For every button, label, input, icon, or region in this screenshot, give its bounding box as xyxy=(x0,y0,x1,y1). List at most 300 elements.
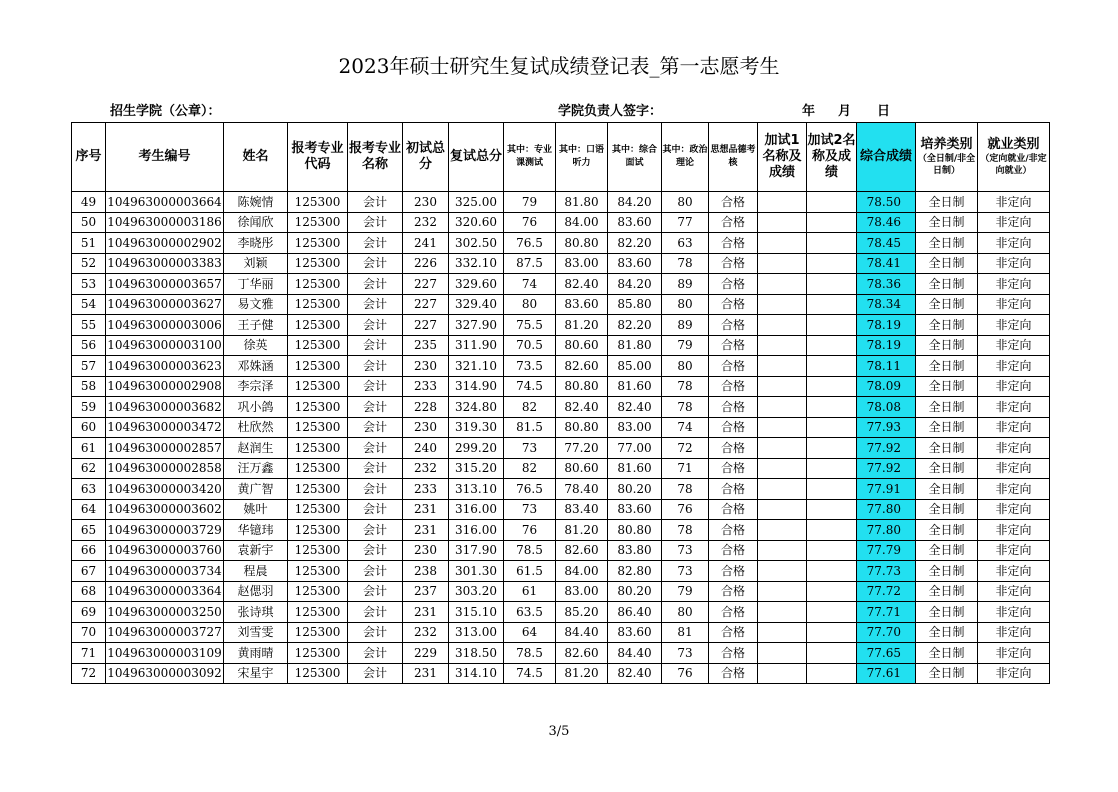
cell-exam-id: 104963000003602 xyxy=(106,499,224,520)
cell-composite: 78.19 xyxy=(857,315,916,336)
cell-retest-total: 318.50 xyxy=(449,643,504,664)
cell-retest-total: 315.20 xyxy=(449,458,504,479)
cell-interview: 80.20 xyxy=(608,581,662,602)
table-row xyxy=(72,397,1050,418)
cell-extra1 xyxy=(758,335,807,356)
cell-exam-id: 104963000003100 xyxy=(106,335,224,356)
cell-politics: 81 xyxy=(662,622,709,643)
cell-extra2 xyxy=(807,643,857,664)
cell-major-name: 会计 xyxy=(348,622,403,643)
cell-major-name: 会计 xyxy=(348,458,403,479)
cell-seq: 67 xyxy=(72,561,106,582)
cell-major-code: 125300 xyxy=(288,499,348,520)
college-seal-label: 招生学院（公章）： xyxy=(110,104,221,119)
cell-politics: 78 xyxy=(662,376,709,397)
cell-prelim-total: 226 xyxy=(403,253,449,274)
cell-politics: 78 xyxy=(662,397,709,418)
cell-name: 王子健 xyxy=(224,315,288,336)
cell-composite: 78.19 xyxy=(857,335,916,356)
cell-retest-total: 329.40 xyxy=(449,294,504,315)
cell-retest-total: 317.90 xyxy=(449,540,504,561)
cell-professional-test: 76 xyxy=(504,212,556,233)
cell-employment-type: 非定向 xyxy=(978,294,1050,315)
cell-prelim-total: 232 xyxy=(403,212,449,233)
cell-employment-type: 非定向 xyxy=(978,458,1050,479)
header-oral-listening: 其中：口语听力 xyxy=(556,123,608,192)
cell-professional-test: 63.5 xyxy=(504,602,556,623)
cell-retest-total: 327.90 xyxy=(449,315,504,336)
cell-politics: 72 xyxy=(662,438,709,459)
cell-interview: 82.40 xyxy=(608,397,662,418)
score-table xyxy=(71,122,1050,684)
cell-major-name: 会计 xyxy=(348,602,403,623)
cell-seq: 63 xyxy=(72,479,106,500)
table-row xyxy=(72,212,1050,233)
cell-extra2 xyxy=(807,479,857,500)
cell-prelim-total: 231 xyxy=(403,499,449,520)
cell-composite: 77.65 xyxy=(857,643,916,664)
cell-employment-type: 非定向 xyxy=(978,212,1050,233)
cell-moral-check: 合格 xyxy=(709,458,758,479)
cell-composite: 78.41 xyxy=(857,253,916,274)
cell-politics: 78 xyxy=(662,479,709,500)
cell-major-name: 会计 xyxy=(348,233,403,254)
cell-composite: 77.92 xyxy=(857,438,916,459)
cell-major-name: 会计 xyxy=(348,253,403,274)
table-row xyxy=(72,602,1050,623)
cell-extra1 xyxy=(758,458,807,479)
table-row xyxy=(72,315,1050,336)
cell-oral-listening: 78.40 xyxy=(556,479,608,500)
cell-interview: 85.00 xyxy=(608,356,662,377)
cell-extra2 xyxy=(807,520,857,541)
cell-name: 袁新宇 xyxy=(224,540,288,561)
cell-training-type: 全日制 xyxy=(916,233,978,254)
cell-politics: 89 xyxy=(662,315,709,336)
cell-seq: 59 xyxy=(72,397,106,418)
cell-extra1 xyxy=(758,663,807,684)
cell-extra2 xyxy=(807,438,857,459)
cell-retest-total: 314.10 xyxy=(449,663,504,684)
cell-employment-type: 非定向 xyxy=(978,438,1050,459)
cell-seq: 68 xyxy=(72,581,106,602)
cell-moral-check: 合格 xyxy=(709,643,758,664)
cell-extra2 xyxy=(807,192,857,213)
cell-employment-type: 非定向 xyxy=(978,540,1050,561)
cell-major-code: 125300 xyxy=(288,417,348,438)
cell-employment-type: 非定向 xyxy=(978,253,1050,274)
cell-prelim-total: 241 xyxy=(403,233,449,254)
cell-oral-listening: 84.40 xyxy=(556,622,608,643)
cell-moral-check: 合格 xyxy=(709,561,758,582)
cell-extra1 xyxy=(758,438,807,459)
cell-prelim-total: 230 xyxy=(403,356,449,377)
cell-exam-id: 104963000003092 xyxy=(106,663,224,684)
cell-exam-id: 104963000003727 xyxy=(106,622,224,643)
cell-extra2 xyxy=(807,356,857,377)
cell-professional-test: 82 xyxy=(504,458,556,479)
cell-employment-type: 非定向 xyxy=(978,274,1050,295)
header-politics: 其中：政治理论 xyxy=(662,123,709,192)
cell-training-type: 全日制 xyxy=(916,458,978,479)
header-exam-id: 考生编号 xyxy=(106,123,224,192)
cell-composite: 78.36 xyxy=(857,274,916,295)
cell-employment-type: 非定向 xyxy=(978,602,1050,623)
cell-composite: 77.71 xyxy=(857,602,916,623)
table-row xyxy=(72,253,1050,274)
cell-employment-type: 非定向 xyxy=(978,192,1050,213)
cell-oral-listening: 83.00 xyxy=(556,253,608,274)
cell-major-name: 会计 xyxy=(348,315,403,336)
cell-seq: 64 xyxy=(72,499,106,520)
cell-prelim-total: 235 xyxy=(403,335,449,356)
cell-professional-test: 61 xyxy=(504,581,556,602)
cell-name: 宋星宇 xyxy=(224,663,288,684)
cell-major-name: 会计 xyxy=(348,212,403,233)
document-title: 2023年硕士研究生复试成绩登记表_第一志愿考生 xyxy=(338,54,780,78)
cell-exam-id: 104963000003729 xyxy=(106,520,224,541)
header-training-type xyxy=(916,123,978,192)
cell-extra2 xyxy=(807,581,857,602)
cell-professional-test: 82 xyxy=(504,397,556,418)
cell-exam-id: 104963000003420 xyxy=(106,479,224,500)
cell-composite: 78.50 xyxy=(857,192,916,213)
cell-composite: 77.73 xyxy=(857,561,916,582)
cell-professional-test: 76.5 xyxy=(504,479,556,500)
cell-prelim-total: 230 xyxy=(403,540,449,561)
cell-prelim-total: 237 xyxy=(403,581,449,602)
cell-interview: 82.20 xyxy=(608,315,662,336)
cell-interview: 83.60 xyxy=(608,212,662,233)
cell-extra1 xyxy=(758,520,807,541)
header-employment-type xyxy=(978,123,1050,192)
cell-moral-check: 合格 xyxy=(709,499,758,520)
cell-major-code: 125300 xyxy=(288,458,348,479)
cell-major-name: 会计 xyxy=(348,417,403,438)
header-name: 姓名 xyxy=(224,123,288,192)
cell-professional-test: 81.5 xyxy=(504,417,556,438)
cell-professional-test: 76.5 xyxy=(504,233,556,254)
header-seq: 序号 xyxy=(72,123,106,192)
cell-employment-type: 非定向 xyxy=(978,499,1050,520)
cell-exam-id: 104963000003472 xyxy=(106,417,224,438)
cell-interview: 83.60 xyxy=(608,253,662,274)
cell-prelim-total: 240 xyxy=(403,438,449,459)
cell-prelim-total: 230 xyxy=(403,417,449,438)
cell-major-code: 125300 xyxy=(288,561,348,582)
cell-extra2 xyxy=(807,417,857,438)
cell-exam-id: 104963000002908 xyxy=(106,376,224,397)
header-extra1: 加试1名称及成绩 xyxy=(758,123,807,192)
cell-retest-total: 332.10 xyxy=(449,253,504,274)
cell-major-name: 会计 xyxy=(348,499,403,520)
cell-prelim-total: 238 xyxy=(403,561,449,582)
cell-professional-test: 79 xyxy=(504,192,556,213)
cell-training-type: 全日制 xyxy=(916,376,978,397)
header-employment-type-sub: （定向就业/非定向就业） xyxy=(980,154,1047,176)
cell-composite: 78.45 xyxy=(857,233,916,254)
cell-composite: 77.92 xyxy=(857,458,916,479)
cell-extra1 xyxy=(758,356,807,377)
cell-politics: 73 xyxy=(662,561,709,582)
cell-major-name: 会计 xyxy=(348,356,403,377)
cell-exam-id: 104963000003760 xyxy=(106,540,224,561)
cell-moral-check: 合格 xyxy=(709,581,758,602)
cell-retest-total: 313.10 xyxy=(449,479,504,500)
cell-training-type: 全日制 xyxy=(916,315,978,336)
cell-employment-type: 非定向 xyxy=(978,581,1050,602)
cell-politics: 80 xyxy=(662,602,709,623)
cell-exam-id: 104963000003006 xyxy=(106,315,224,336)
cell-major-code: 125300 xyxy=(288,233,348,254)
cell-professional-test: 76 xyxy=(504,520,556,541)
cell-retest-total: 313.00 xyxy=(449,622,504,643)
cell-seq: 49 xyxy=(72,192,106,213)
cell-training-type: 全日制 xyxy=(916,417,978,438)
cell-major-code: 125300 xyxy=(288,274,348,295)
cell-extra1 xyxy=(758,212,807,233)
cell-extra1 xyxy=(758,294,807,315)
cell-composite: 77.70 xyxy=(857,622,916,643)
cell-seq: 57 xyxy=(72,356,106,377)
cell-extra1 xyxy=(758,253,807,274)
cell-moral-check: 合格 xyxy=(709,397,758,418)
cell-politics: 79 xyxy=(662,581,709,602)
cell-professional-test: 78.5 xyxy=(504,643,556,664)
cell-name: 易文雅 xyxy=(224,294,288,315)
cell-politics: 77 xyxy=(662,212,709,233)
cell-training-type: 全日制 xyxy=(916,622,978,643)
cell-interview: 85.80 xyxy=(608,294,662,315)
cell-extra1 xyxy=(758,581,807,602)
cell-prelim-total: 231 xyxy=(403,602,449,623)
cell-oral-listening: 82.60 xyxy=(556,540,608,561)
cell-major-code: 125300 xyxy=(288,622,348,643)
cell-moral-check: 合格 xyxy=(709,294,758,315)
cell-politics: 73 xyxy=(662,540,709,561)
header-employment-type-label: 就业类别 xyxy=(987,137,1040,152)
cell-extra2 xyxy=(807,253,857,274)
cell-training-type: 全日制 xyxy=(916,335,978,356)
cell-name: 黄雨晴 xyxy=(224,643,288,664)
cell-training-type: 全日制 xyxy=(916,356,978,377)
table-row xyxy=(72,335,1050,356)
cell-seq: 52 xyxy=(72,253,106,274)
cell-seq: 58 xyxy=(72,376,106,397)
cell-extra1 xyxy=(758,315,807,336)
cell-name: 赵润生 xyxy=(224,438,288,459)
cell-name: 华镱玮 xyxy=(224,520,288,541)
cell-interview: 83.60 xyxy=(608,499,662,520)
cell-training-type: 全日制 xyxy=(916,561,978,582)
cell-prelim-total: 227 xyxy=(403,294,449,315)
cell-composite: 78.34 xyxy=(857,294,916,315)
cell-training-type: 全日制 xyxy=(916,643,978,664)
cell-interview: 82.40 xyxy=(608,663,662,684)
cell-major-code: 125300 xyxy=(288,581,348,602)
cell-major-name: 会计 xyxy=(348,663,403,684)
cell-professional-test: 61.5 xyxy=(504,561,556,582)
cell-major-name: 会计 xyxy=(348,581,403,602)
cell-seq: 56 xyxy=(72,335,106,356)
cell-exam-id: 104963000003627 xyxy=(106,294,224,315)
cell-moral-check: 合格 xyxy=(709,417,758,438)
cell-retest-total: 303.20 xyxy=(449,581,504,602)
cell-prelim-total: 232 xyxy=(403,458,449,479)
cell-extra2 xyxy=(807,212,857,233)
cell-composite: 78.46 xyxy=(857,212,916,233)
cell-politics: 76 xyxy=(662,663,709,684)
cell-extra2 xyxy=(807,274,857,295)
cell-name: 陈婉情 xyxy=(224,192,288,213)
cell-prelim-total: 227 xyxy=(403,315,449,336)
cell-extra2 xyxy=(807,540,857,561)
table-row xyxy=(72,520,1050,541)
cell-retest-total: 302.50 xyxy=(449,233,504,254)
cell-professional-test: 73 xyxy=(504,499,556,520)
cell-oral-listening: 83.40 xyxy=(556,499,608,520)
cell-major-name: 会计 xyxy=(348,643,403,664)
cell-employment-type: 非定向 xyxy=(978,376,1050,397)
cell-interview: 86.40 xyxy=(608,602,662,623)
cell-politics: 79 xyxy=(662,335,709,356)
cell-name: 李宗泽 xyxy=(224,376,288,397)
cell-employment-type: 非定向 xyxy=(978,335,1050,356)
cell-oral-listening: 81.80 xyxy=(556,192,608,213)
cell-major-code: 125300 xyxy=(288,376,348,397)
cell-employment-type: 非定向 xyxy=(978,417,1050,438)
cell-oral-listening: 80.80 xyxy=(556,417,608,438)
cell-interview: 84.20 xyxy=(608,274,662,295)
cell-seq: 60 xyxy=(72,417,106,438)
cell-major-name: 会计 xyxy=(348,540,403,561)
day-label: 日 xyxy=(877,104,891,119)
cell-moral-check: 合格 xyxy=(709,602,758,623)
cell-professional-test: 73 xyxy=(504,438,556,459)
cell-politics: 63 xyxy=(662,233,709,254)
table-row xyxy=(72,294,1050,315)
cell-exam-id: 104963000003186 xyxy=(106,212,224,233)
header-moral-check: 思想品德考核 xyxy=(709,123,758,192)
cell-composite: 78.11 xyxy=(857,356,916,377)
cell-composite: 77.91 xyxy=(857,479,916,500)
cell-employment-type: 非定向 xyxy=(978,233,1050,254)
cell-exam-id: 104963000003657 xyxy=(106,274,224,295)
table-row xyxy=(72,643,1050,664)
cell-training-type: 全日制 xyxy=(916,397,978,418)
cell-professional-test: 74.5 xyxy=(504,663,556,684)
cell-interview: 84.20 xyxy=(608,192,662,213)
cell-politics: 78 xyxy=(662,520,709,541)
cell-politics: 74 xyxy=(662,417,709,438)
cell-moral-check: 合格 xyxy=(709,212,758,233)
cell-major-code: 125300 xyxy=(288,294,348,315)
cell-moral-check: 合格 xyxy=(709,253,758,274)
cell-seq: 66 xyxy=(72,540,106,561)
cell-name: 杜欣然 xyxy=(224,417,288,438)
cell-interview: 83.80 xyxy=(608,540,662,561)
cell-oral-listening: 85.20 xyxy=(556,602,608,623)
cell-name: 李晓彤 xyxy=(224,233,288,254)
cell-oral-listening: 82.40 xyxy=(556,397,608,418)
cell-prelim-total: 227 xyxy=(403,274,449,295)
cell-extra1 xyxy=(758,479,807,500)
cell-extra2 xyxy=(807,335,857,356)
cell-training-type: 全日制 xyxy=(916,438,978,459)
header-major-code: 报考专业代码 xyxy=(288,123,348,192)
cell-exam-id: 104963000002858 xyxy=(106,458,224,479)
cell-moral-check: 合格 xyxy=(709,376,758,397)
header-retest-total: 复试总分 xyxy=(449,123,504,192)
cell-composite: 77.80 xyxy=(857,499,916,520)
cell-employment-type: 非定向 xyxy=(978,356,1050,377)
cell-exam-id: 104963000003383 xyxy=(106,253,224,274)
cell-politics: 73 xyxy=(662,643,709,664)
header-interview: 其中：综合面试 xyxy=(608,123,662,192)
cell-composite: 77.93 xyxy=(857,417,916,438)
cell-name: 程晨 xyxy=(224,561,288,582)
cell-retest-total: 320.60 xyxy=(449,212,504,233)
cell-major-code: 125300 xyxy=(288,540,348,561)
cell-oral-listening: 82.60 xyxy=(556,356,608,377)
cell-politics: 76 xyxy=(662,499,709,520)
cell-oral-listening: 84.00 xyxy=(556,212,608,233)
cell-training-type: 全日制 xyxy=(916,663,978,684)
cell-extra2 xyxy=(807,561,857,582)
cell-composite: 77.61 xyxy=(857,663,916,684)
cell-interview: 77.00 xyxy=(608,438,662,459)
cell-seq: 54 xyxy=(72,294,106,315)
table-row xyxy=(72,356,1050,377)
cell-training-type: 全日制 xyxy=(916,499,978,520)
table-row xyxy=(72,233,1050,254)
cell-name: 巩小鸽 xyxy=(224,397,288,418)
cell-name: 姚叶 xyxy=(224,499,288,520)
cell-training-type: 全日制 xyxy=(916,581,978,602)
cell-major-name: 会计 xyxy=(348,294,403,315)
cell-training-type: 全日制 xyxy=(916,602,978,623)
cell-major-code: 125300 xyxy=(288,212,348,233)
cell-moral-check: 合格 xyxy=(709,274,758,295)
cell-professional-test: 70.5 xyxy=(504,335,556,356)
cell-politics: 80 xyxy=(662,294,709,315)
cell-professional-test: 80 xyxy=(504,294,556,315)
cell-extra1 xyxy=(758,376,807,397)
cell-extra1 xyxy=(758,622,807,643)
cell-oral-listening: 81.20 xyxy=(556,315,608,336)
cell-employment-type: 非定向 xyxy=(978,622,1050,643)
cell-composite: 77.72 xyxy=(857,581,916,602)
cell-major-code: 125300 xyxy=(288,253,348,274)
cell-extra1 xyxy=(758,417,807,438)
cell-extra1 xyxy=(758,233,807,254)
cell-extra2 xyxy=(807,315,857,336)
cell-employment-type: 非定向 xyxy=(978,663,1050,684)
cell-interview: 83.00 xyxy=(608,417,662,438)
cell-retest-total: 315.10 xyxy=(449,602,504,623)
cell-name: 徐英 xyxy=(224,335,288,356)
cell-oral-listening: 83.00 xyxy=(556,581,608,602)
cell-oral-listening: 81.20 xyxy=(556,663,608,684)
cell-extra2 xyxy=(807,622,857,643)
cell-major-name: 会计 xyxy=(348,376,403,397)
cell-training-type: 全日制 xyxy=(916,274,978,295)
cell-interview: 82.80 xyxy=(608,561,662,582)
cell-moral-check: 合格 xyxy=(709,520,758,541)
cell-employment-type: 非定向 xyxy=(978,315,1050,336)
cell-retest-total: 325.00 xyxy=(449,192,504,213)
cell-major-code: 125300 xyxy=(288,315,348,336)
